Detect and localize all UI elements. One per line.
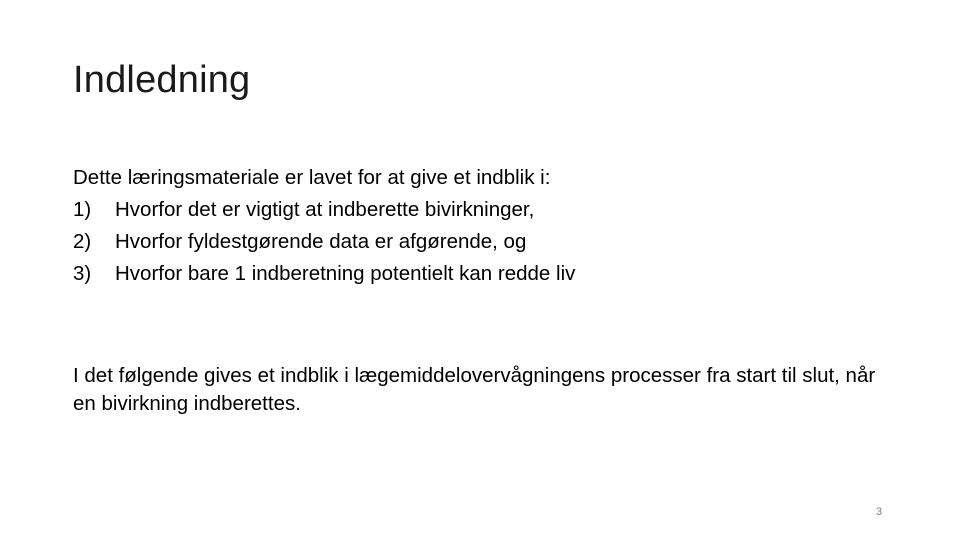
intro-text: Dette læringsmateriale er lavet for at give et indblik i:	[73, 166, 551, 189]
list-item-text: Hvorfor bare 1 indberetning potentielt kan redde liv	[115, 262, 576, 285]
list-item	[73, 226, 893, 258]
slide-body	[73, 162, 893, 290]
closing-paragraph: I det følgende gives et indblik i lægemiddelovervågningens processer fra start til slut, når en bivirkning indberettes.	[73, 364, 876, 415]
list-item-text: Hvorfor fyldestgørende data er afgørende, og	[115, 230, 527, 253]
numbered-list	[73, 194, 893, 290]
list-item-number: 3)	[73, 262, 92, 285]
list-item-number: 2)	[73, 230, 92, 253]
list-item	[73, 258, 893, 290]
list-item	[73, 194, 893, 226]
slide-title: Indledning	[73, 59, 251, 101]
page-number: 3	[876, 506, 883, 518]
list-item-text: Hvorfor det er vigtigt at indberette bivirkninger,	[115, 198, 535, 221]
list-item-number: 1)	[73, 198, 92, 221]
